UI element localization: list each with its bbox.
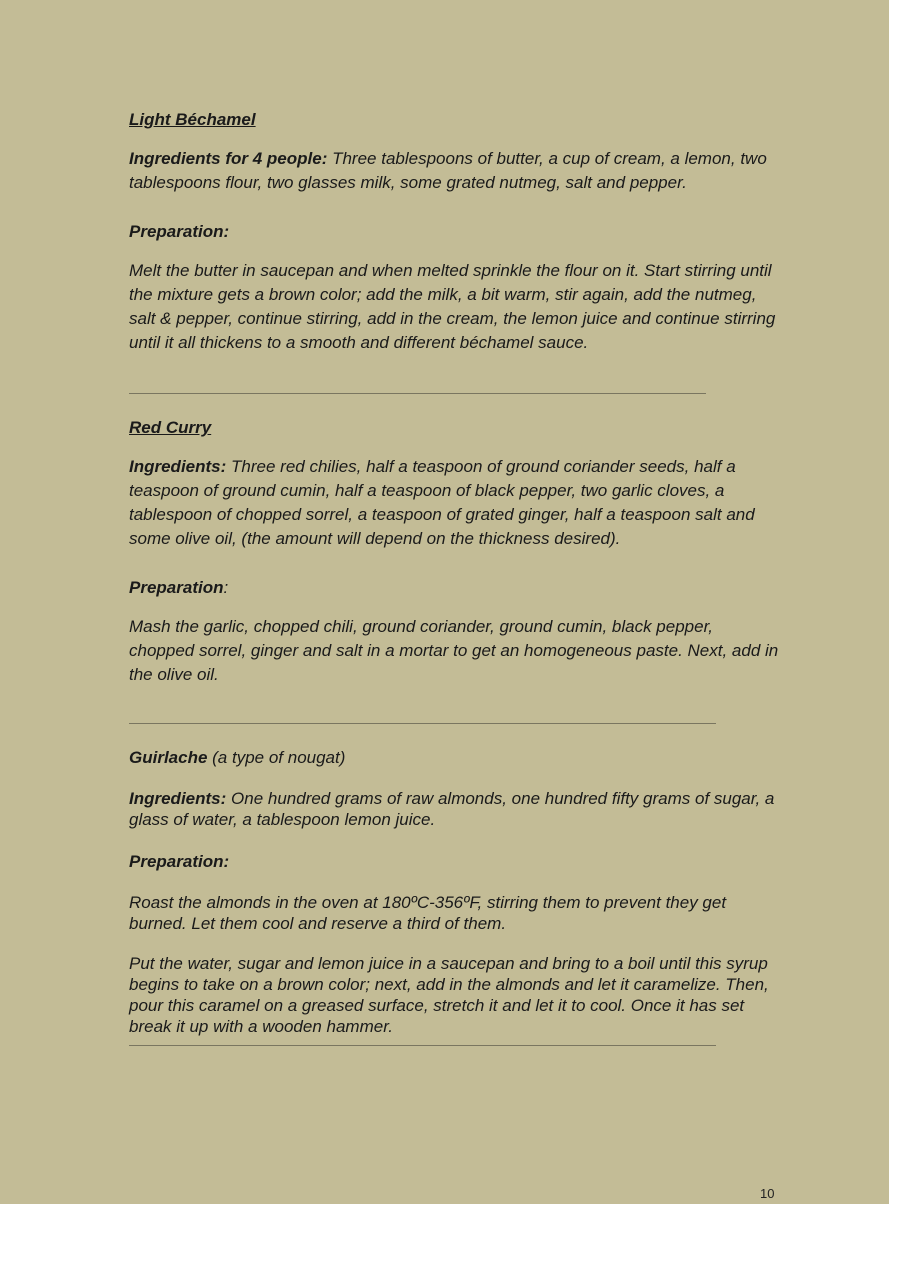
preparation-label: Preparation <box>129 578 224 597</box>
preparation-text-2b: begins to take on a brown color; next, add in the almonds and let it caramelize. Then, pour this caramel on a greased surface, stretch it and let it to cool. Once it has set break it up with a wooden hammer. <box>129 975 769 1036</box>
ingredients-text: Three tablespoons of butter, a cup of cream, a lemon, two tablespoons flour, two glasses milk, some grated nutmeg, salt and pepper. <box>129 149 767 192</box>
preparation-text-2a: Put the water, sugar and lemon juice in a saucepan and bring to a boil until this syrup <box>129 954 768 973</box>
preparation-label: Preparation: <box>129 222 230 241</box>
preparation-text: Mash the garlic, chopped chili, ground coriander, ground cumin, black pepper, chopped sorrel, ginger and salt in a mortar to get an homogeneous paste. Next, add in the olive oil. <box>129 617 779 684</box>
ingredients-paragraph <box>129 147 779 195</box>
section-divider <box>129 393 706 394</box>
ingredients-paragraph <box>129 455 779 551</box>
ingredients-label: Ingredients: <box>129 457 227 476</box>
page-content <box>129 108 779 1046</box>
ingredients-paragraph <box>129 788 779 830</box>
preparation-label: Preparation: <box>129 852 230 871</box>
ingredients-label: Ingredients for 4 people: <box>129 149 328 168</box>
recipe-title-light-bechamel: Light Béchamel <box>129 110 256 129</box>
page-number: 10 <box>760 1186 775 1201</box>
recipe-title-guirlache <box>129 746 779 770</box>
recipe-subtitle: (a type of nougat) <box>207 748 346 767</box>
recipe-title-red-curry: Red Curry <box>129 418 212 437</box>
ingredients-label: Ingredients: <box>129 789 227 808</box>
section-divider <box>129 723 716 724</box>
preparation-text-1: Roast the almonds in the oven at 180ºC-356ºF, stirring them to prevent they get burned. Let them cool and reserve a third of them. <box>129 893 727 933</box>
preparation-text: Melt the butter in saucepan and when melted sprinkle the flour on it. Start stirring until the mixture gets a brown color; add the milk, a bit warm, stir again, add the nutmeg, salt & pepper, continue stirring, add in the cream, the lemon juice and continue stirring until it all thickens to a smooth and different béchamel sauce. <box>129 261 776 352</box>
recipe-title: Guirlache <box>129 748 208 767</box>
section-divider <box>129 1045 716 1046</box>
preparation-heading <box>129 576 779 600</box>
preparation-colon: : <box>223 578 229 597</box>
ingredients-text: Three red chilies, half a teaspoon of ground coriander seeds, half a teaspoon of ground cumin, half a teaspoon of black pepper, two garlic cloves, a tablespoon of chopped sorrel, a teaspoon of grated ginger, half a teaspoon salt and some olive oil, (the amount will depend on the thickness desired). <box>129 457 755 548</box>
ingredients-text: One hundred grams of raw almonds, one hundred fifty grams of sugar, a glass of water, a tablespoon lemon juice. <box>129 789 775 829</box>
